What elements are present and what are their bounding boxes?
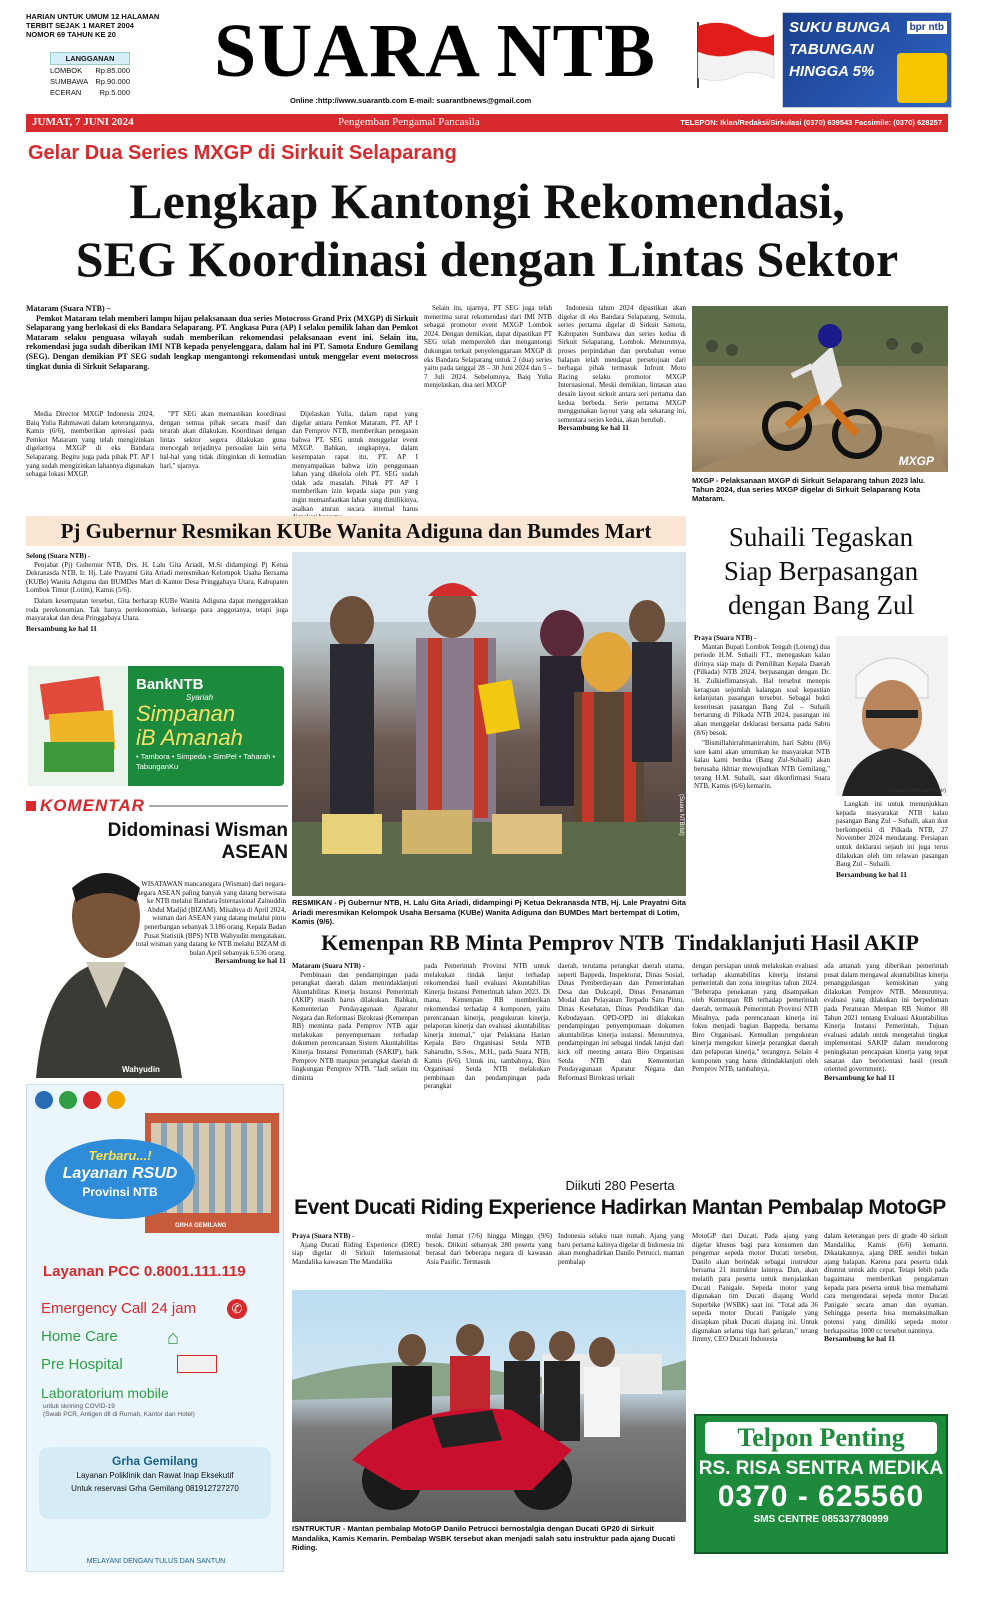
photo-caption: MXGP - Pelaksanaan MXGP di Sirkuit Selaparang tahun 2023 lalu. Tahun 2024, dua series MXGP digelar di Sirkuit Selaparang Kota Mataram. [692,476,926,503]
lead-intro-text: Pemkot Mataram telah memberi lampu hijau pelaksanaan dua series Motocross Grand Prix (MXGP) di Sirkuit Selaparang yang berlokasi di eks Bandara Selaparang. PT. Angkasa Pura (AP) I selaku pemilik lahan dan Pemkot Mataram selaku penguasa wilayah sudah memberikan rekomendasi pelaksanaan event ini. Selain itu, rekomendasi juga sudah diberikan IMI NTB kepada penyelenggara, dalam hal ini PT. Samota Enduro Gemilang (SEG). Dengan demikian PT SEG sudah lengkap mengantongi rekomendasi untuk menggelar event motocross tingkat dunia di Sirkuit Selaparang. [26,313,418,371]
continued-label: Bersambung ke hal 11 [836,869,908,879]
service-item: Home Care [41,1328,118,1345]
rsud-logo-icon [59,1091,77,1109]
telpon-number: 0370 - 625560 [717,1480,925,1513]
grha-line: Layanan Poliklinik dan Rawat Inap Eksekutif [76,1471,234,1480]
newspaper-title: SUARA NTB [214,9,656,93]
price-value: Rp.85.000 [95,66,130,75]
rsud-bubble-line: Terbaru...! [88,1148,152,1163]
photo-logo: MXGP [898,454,934,468]
bank-ntb-brand: BankNTB [136,676,204,693]
suhaili-headline-line: dengan Bang Zul [728,590,914,620]
suhaili-paragraph: Langkah ini untuk menunjukkan kepada masyarakat NTB kalau pasangan Bang Zul – Suhaili, akan ikut berkompetisi di Pilkada NTB, 27 November 2024 mendatang. Persiapan untuk deklarasi sejauh ini juga terus dilakukan oleh tim relawan pasangan Bang Zul – Suhaili. [836,800,948,869]
rsud-bubble-line: Provinsi NTB [82,1185,158,1199]
ducati-col: MotoGP dari Ducati. Pada ajang yang digelar khusus bagi para konsumen dan pengemar sepeda motor Ducati tersebut, Danilo akan berindak sebagai instruktur bersama 21 instruktur lainnya. Dan, akan melatih para peserta untuk menjalankan Ducati Panigale. Sepeda motor yang digunakan tim Ducati diajang World Superbike (WSBK) saat ini. "Total ada 36 sepeda motor Ducati Panigale yang disiapkan pihak Ducati diajang ini. Untuk digunakan selama tiga hari gelaran," terang Jimmy, CEO Ducati Indonesia [692,1232,818,1344]
motto: Pengemban Pengamal Pancasila [338,116,480,128]
grha-title: Grha Gemilang [111,1454,199,1468]
photo-name: Wahyudin [122,1065,160,1074]
date-bar [26,114,948,132]
dateline: Praya (Suara NTB) - [292,1232,355,1240]
photo-credit: (Suara NTB/Fadil Tohir) [888,788,946,794]
continued-label: Bersambung ke hal 11 [214,956,286,966]
komentar-text: WISATAWAN mancanegara (Wisman) dari negara-negara ASEAN paling banyak yang datang berwisata ke NTB melalui Bandara Internasional Zainuddin Abdul Madjid (BIZAM). Misalnya di April 2024, wisman dari ASEAN yang datang melalui pintu penerbangan sebanyak 3.186 orang. Kepala Badan Pusat Statistik (BPS) NTB Wahyudin mengatakan, total wisman yang datang ke NTB melalui BIZAM di bulan April sebanyak 6.536 orang. [135,880,286,957]
lead-col: "PT SEG akan memastikan koordinasi dengan semua pihak secara masif dan terarah akan dilakukan. Koordinasi dengan lintas sektor segera dilakukan guna mencegah terjadinya persoalan lain serta hal-hal yang tidak diinginkan di kemudian hari," ujarnya. [160,410,286,470]
award-logo-icon [107,1091,125,1109]
suhaili-body [694,634,830,793]
price-row [50,76,130,87]
rsud-logos [35,1091,125,1109]
kube-paragraph: Penjabat (Pj) Gubernur NTB, Drs. H. Lalu Gita Ariadi, M.Si didampingi Pj Ketua Dekranasda NTB, Ir. Hj. Lale Prayatni Gita Ariadi meresmikan Kelompok Usaha Bersama (KUBe) Wanita Adiguna dan BUMDes Mart di Kantor Desa Pringgabaya Utara, Kabupaten Lombok Timur (Lotim), Kamis (5/6). [26,560,288,595]
suhaili-headline-line: Suhaili Tegaskan [728,522,914,552]
komentar-body [130,880,286,966]
telpon-hospital: RS. RISA SENTRA MEDIKA [698,1458,944,1479]
lead-col: Selain itu, ujarnya, PT SEG juga telah menerima surat rekomendasi dari IMI NTB sebagai promotor event MXGP Lombok 2024. Dengan demikian, dapat dipastikan PT SEG telah memperoleh dan mengantongi dukungan terkait penyelenggaraan MXGP di eks Bandara Selaparang untuk 2 (dua) series yaitu pada tanggal 28 – 30 Juni 2024 dan 5 – 7 Juli 2024. Sebelumnya, Baiq Yulia menjelaskan, dua seri MXGP [424,304,552,390]
bpr-ad[interactable] [782,12,952,108]
komentar-title-line: ASEAN [221,842,288,863]
kube-headline: Pj Gubernur Resmikan KUBe Wanita Adiguna dan Bumdes Mart [26,516,686,546]
suhaili-photo [836,636,948,796]
telephone: TELEPON: Iklan/Redaksi/Sirkulasi (0370) 639543 Facsimile: (0370) 628257 [680,118,942,127]
kube-paragraph: Dalam kesempatan tersebut, Gita berharap KUBe Wanita Adiguna dapat menggerakkan roda perekonomian. Tak hanya perekonomian, keluarga para anggotanya, tetapi juga masyarakat dan desa Pringgabaya Utara. [26,596,288,623]
ducati-motorcycle-icon [292,1290,686,1522]
telpon-sms: SMS CENTRE 085337780999 [753,1514,889,1525]
lead-headline [26,172,948,288]
lead-col: Media Director MXGP Indonesia 2024, Baiq Yulia Rahmawati dalam keterangannya, Kamis (6/6), memberikan apresiasi pada Pemkot Mataram yang telah mengizinkan digelarnya MXGP di eks Bandara Selaparang. Begitu juga pada pihak PT. AP I yang sudah mengizinkan lahannya digunakan sebagai lokasi MXGP. [26,410,154,479]
bpr-ad-line: TABUNGAN [789,41,874,58]
bpr-mascot [897,53,947,103]
emergency-logo-icon [83,1091,101,1109]
dateline: Praya (Suara NTB) - [694,634,757,642]
service-item: Emergency Call 24 jam [41,1300,197,1317]
motocross-rider-icon [692,306,948,472]
lead-headline-line: Lengkap Kantongi Rekomendasi, [129,173,845,229]
pcc-line: Layanan PCC 0.8001.111.119 [43,1263,246,1280]
kemenpan-col: daerah, terutama perangkat daerah utama, seperti Bappeda, Inspektorat, Dinas Sosial, Dinas Pemberdayaan dan Pemerintahan Desa dan Dukcapil, Dinas Penanaman Modal dan Pelayanan Terpadu Satu Pintu, Dinas Kesehatan, Dinas Pendidikan dan Kebudayaan. OPD-OPD ini dilakukan pendampingan penyempurnaan dokumen akuntabilitas kinerja instansi. Menurutnya, pendampingan ini sebagai tindak lanjut dari kick off meeting antara Biro Organisasi Setda NTB dan Kementerian Pendayagunaan Aparatur Negara dan Reformasi Birokrasi terkait [558,962,684,1082]
rsud-ad[interactable] [26,1084,284,1572]
kemenpan-text: Pembinaan dan pendampingan pada perangkat daerah dalam menindaklanjuti Akuntabilitas Kinerja Instansi Pemerintah (AKIP) masih harus dilakukan. Bahkan, Kementerian Pendayagunaan Aparatur Negara dan Reformasi Birokrasi (Kemenpan RB) meminta pada Pemprov NTB agar melakukan penyempurnaan terhadap dokumen perencanaan Sistem Akuntabilitas Kinerja Instansi Pemerintah (SAKIP), baik Pemprov NTB maupun perangkat daerah di lingkungan Pemprov NTB. "Jadi selain itu diminta [292,970,418,1082]
price-value: Rp.5.000 [99,88,130,97]
suhaili-headline [694,520,948,622]
photo-caption: ISNTRUKTUR - Mantan pembalap MotoGP Danilo Petrucci bernostalgia dengan Ducati GP20 di Sirkuit Mandalika, Kamis Kemarin. Pembalap WSBK tersebut akan menjadi salah satu instruktur pada ajang Ducati Riding. [292,1524,676,1552]
lead-headline-line: SEG Koordinasi dengan Lintas Sektor [75,231,899,287]
lab-note-line: (Swab PCR, Antigen dll di Rumah, Kantor dan Hotel) [43,1411,195,1418]
price-row [50,65,130,76]
bank-ntb-product: iB Amanah [136,725,243,750]
home-care-icon: ⌂ [167,1327,180,1349]
dateline: Selong (Suara NTB) - [26,552,91,560]
continued-label: Bersambung ke hal 11 [824,1334,896,1344]
suhaili-headline-line: Siap Berpasangan [723,556,919,586]
kube-photo [292,552,686,896]
mxgp-photo [692,306,948,472]
suhaili-paragraph: "Bismillahirrahmanirrahim, hari Sabtu (8/6) sore kami akan umumkan ke masyarakat NTB kalau kami berdua (Bang Zul-Suhaili) akan berusaha ikhtiar mewujudkan NTB Gemilang," terang H.M. Suhaili, saat dikonfirmasi Suara NTB, Kamis (6/6) kemarin. [694,739,830,791]
telpon-penting-ad[interactable] [694,1414,948,1554]
bank-ntb-product: Simpanan [136,701,236,726]
ambulance-icon [177,1355,217,1373]
issue-date: JUMAT, 7 JUNI 2024 [32,116,134,128]
savings-books-image [28,666,128,786]
lead-col [558,304,686,433]
kemenpan-col [292,962,418,1082]
price-region: ECERAN [50,88,82,97]
komentar-title-line: Didominasi Wisman [107,820,288,841]
ducati-text: dalam keterangan pers di grade 40 sirkuit Mandalika, Kamis (6/6) kemarin. Dikatakannya, ajang DRE sendiri bukan ajang balapan. Karena para peserta tidak dituntut untuk adu cepat. Tetapi lebih pada bagaimana memberikan pengalaman kepada para peserta untuk bisa memahami cara mengendarai sepeda motor Ducati Panigale secara aman dan nyaman. Sehingga peserta bisa memaksimalkan potensi yang dimiliki sepeda motor berkapasitas 1000 cc tersebut nantinya. [824,1232,948,1335]
ducati-col [292,1232,420,1266]
ducati-photo [292,1290,686,1522]
continued-label: Bersambung ke hal 11 [558,423,630,433]
masthead-info-line: TERBIT SEJAK 1 MARET 2004 [26,21,134,30]
suhaili-paragraph: Mantan Bupati Lombok Tengah (Loteng) dua periode H.M. Suhaili FT., menegaskan kalau dirinya siap maju di Pemilihan Kepala Daerah (Pilkada) NTB 2024, berpasangan dengan Dr. H. Zulkieflimansyah. Hal tersebut menepis keraguan sejumlah kalangan soal kepastian kelanjutan pasangan tersebut. Sebagai bukti keseriusan pasangan Bang Zul – Suhaili bertarung di Pilkada NTB 2024, pasangan ini akan menggelar deklarasi bersama pada Sabtu (8/6) besok. [694,642,830,737]
komentar-label: KOMENTAR [40,796,145,815]
continued-label: Bersambung ke hal 11 [26,623,98,633]
price-region: SUMBAWA [50,77,89,86]
suhaili-body-2 [836,800,948,879]
service-item: Pre Hospital [41,1356,123,1373]
kemenpan-col: dengan persiapan untuk melakukan evaluasi terhadap akuntabilitas kinerja instansi pemerintah dan zona integritas tahun 2024. "Beberapa penekanan yang disampaikan oleh Kemenpan RB terhadap pemerintah daerah, termasuk Pemerintah Provinsi NTB Misalnya, pada perencanaan kinerja ini fokus menjadi bagian Bappeda, bersama Biro Organisasi. Kemudian pengukuran kinerja mengukur kinerja perangkat daerah dan pelaporan kinerja," terangnya. Selain 4 komponen yang harus ditindaklanjuti oleh Pemprov NTB, tambahnya, [692,962,818,1074]
kemenpan-headline: Kemenpan RB Minta Pemprov NTB Tindaklanjuti Hasil AKIP [321,930,919,955]
masthead-info-line: HARIAN UNTUK UMUM 12 HALAMAN [26,12,160,21]
rsud-services [41,1295,196,1407]
komentar-marker-icon [26,801,36,811]
price-value: Rp.90.000 [95,77,130,86]
masthead-info [26,12,196,39]
ducati-headline: Event Ducati Riding Experience Hadirkan Mantan Pembalap MotoGP [294,1196,946,1219]
ducati-col: mulai Jumat (7/6) hingga Minggu (9/6) besok. Diikuti sebanyak 280 peserta yang berasal dari beberapa negara di kawasan Asia Pasific. Termasuk [426,1232,552,1266]
lab-note [43,1403,195,1419]
komentar-box [26,796,288,1078]
online-line: Online :http://www.suarantb.com E-mail: suarantbnews@gmail.com [290,96,532,105]
dateline: Mataram (Suara NTB) - [292,962,365,970]
masthead-info-line: NOMOR 69 TAHUN KE 20 [26,30,116,39]
grha-line: Untuk reservasi Grha Gemilang 081912727270 [71,1484,239,1493]
grha-box [39,1447,271,1519]
officials-group-icon [292,552,686,896]
price-row [50,87,130,98]
photo-caption: RESMIKAN - Pj Gubernur NTB, H. Lalu Gita Ariadi, didampingi Pj Ketua Dekranasda NTB, Hj. Lale Prayatni Gita Ariadi meresmikan Kelompok Usaha Bersama (KUBe) Wanita Adiguna dan BUMDes Mart bertempat di Lotim, Kamis (9/6). [292,898,686,926]
subscription-label: LANGGANAN [50,52,130,65]
bank-ntb-ad[interactable] [28,666,284,786]
service-item: Laboratorium mobile [41,1385,169,1401]
price-region: LOMBOK [50,66,83,75]
ducati-kicker: Diikuti 280 Peserta [565,1178,675,1193]
kemenpan-col: pada Pemerintah Provinsi NTB untuk melakukan tindak lanjut terhadap rekomendasi hasil evaluasi Akuntabilitas Kinerja Instansi Pemerintah tahun 2023. Di mana, Kemenpan RB memberikan rekomendasi terhadap 4 komponen, yaitu perencanaan kinerja, pengukuran kinerja, pelaporan kinerja dan evaluasi akuntabilitas kinerja internal," ujar Pelaksana Harian Kepala Biro Organisasi Setda NTB Saharudin, S.Sos., M.H., pada Suara NTB, Kamis (6/6). Untuk itu, tambahnya, Biro Organisasi Setda NTB melakukan pembinaan dan pendampingan pada perangkat [424,962,550,1091]
flag-icon [692,20,777,90]
dateline: Mataram (Suara NTB) – [26,304,111,313]
subscription-box [50,52,130,98]
ducati-col [824,1232,948,1344]
rsud-bubble [45,1139,195,1219]
photo-credit: (Suara NTB/Ist) [678,794,684,836]
ducati-col: Indonesia selaku tuan rumah. Ajang yang baru pertama kalinya digelar di Indonesia ini akan menghadirkan Danilo Petrucci, mantan pembalap [558,1232,684,1266]
bpr-logo: bpr ntb [907,21,947,34]
lead-col-text: Indonesia tahun 2024 dipastikan akan digelar di eks Bandara Selaparang. Semula, series pertama digelar di Sirkuit Samota, Kabupaten Sumbawa dan series kedua di Sirkuit Selaparang, Lombok. Menurutnya, proses perpindahan dan perubahan venue balapan telah mendapat persetujuan dari berbagai pihak termasuk Infront Moto Racing selaku promotor MXGP Internasional. Meski demikian, lintasan atau desain layout sirkuit antara seri pertama dan kedua berbeda. Serie pertama MXGP menggunakan layout yang ada sekarang ini, sementara series kedua, akan berubah. [558,304,686,424]
telpon-title: Telpon Penting [705,1422,937,1454]
kemenpan-col [824,962,948,1082]
bank-ntb-sub: Syariah [186,693,214,702]
rsud-bubble-line: Layanan RSUD [62,1165,178,1182]
lead-intro [26,304,418,371]
lab-note-line: untuk skrining COVID-19 [43,1403,115,1410]
kemenpan-text: ada amanah yang diberikan pemerintah pusat dalam mengawal akuntabilitas kinerja penanggulangan kemiskinan yang dilakukan Pemprov NTB. Menurutnya, evaluasi yang dilakukan ini berpedoman pada Peraturan Menpan RB Nomor 88 Tahun 2021 tentang Evaluasi Akuntabilitas Kinerja Instansi Pemerintah. Tujuan evaluasi adalah untuk mengetahui tingkat implementasi SAKIP dalam mendorong peningkatan pencapaian kinerja yang tepat sasaran dan berorientasi hasil (result oriented government). [824,962,948,1074]
kube-body [26,552,288,633]
continued-label: Bersambung ke hal 11 [824,1072,896,1082]
building-sign: GRHA GEMILANG [175,1223,227,1229]
provinsi-logo-icon [35,1091,53,1109]
bpr-ad-line: SUKU BUNGA [789,19,891,36]
rsud-footer: MELAYANI DENGAN TULUS DAN SANTUN [86,1558,226,1565]
bpr-ad-line: HINGGA 5% [789,63,875,80]
ducati-text: Ajang Ducati Riding Experience (DRE) siap digelar di Sirkuit Internasional Mandalika kawasan The Mandalika [292,1240,420,1266]
lead-kicker: Gelar Dua Series MXGP di Sirkuit Selaparang [28,142,457,164]
phone-icon: ✆ [227,1299,247,1319]
bank-ntb-products-list: • Tambora • Simpeda • SimPel • Taharah • TabunganKu [136,752,276,771]
lead-col: Dijelaskan Yulia, dalam rapat yang digelar antara Pemkot Mataram, PT. AP I dan Pemprov NTB, memberikan penegasan bahwa PT. SEG untuk menggelar event MXGP. Bahkan, ungkapnya, dalam kesempatan rapat itu, PT. AP I menyampaikan bahwa izin penggunaan lahan yang dikelola oleh PT. SEG sudah tidak ada masalah. Pihak PT AP I memberikan izin kepada siapa pun yang ingin memanfaatkan lahan yang dimilikinya, asalkan aturan secara internal harus [292,410,418,513]
